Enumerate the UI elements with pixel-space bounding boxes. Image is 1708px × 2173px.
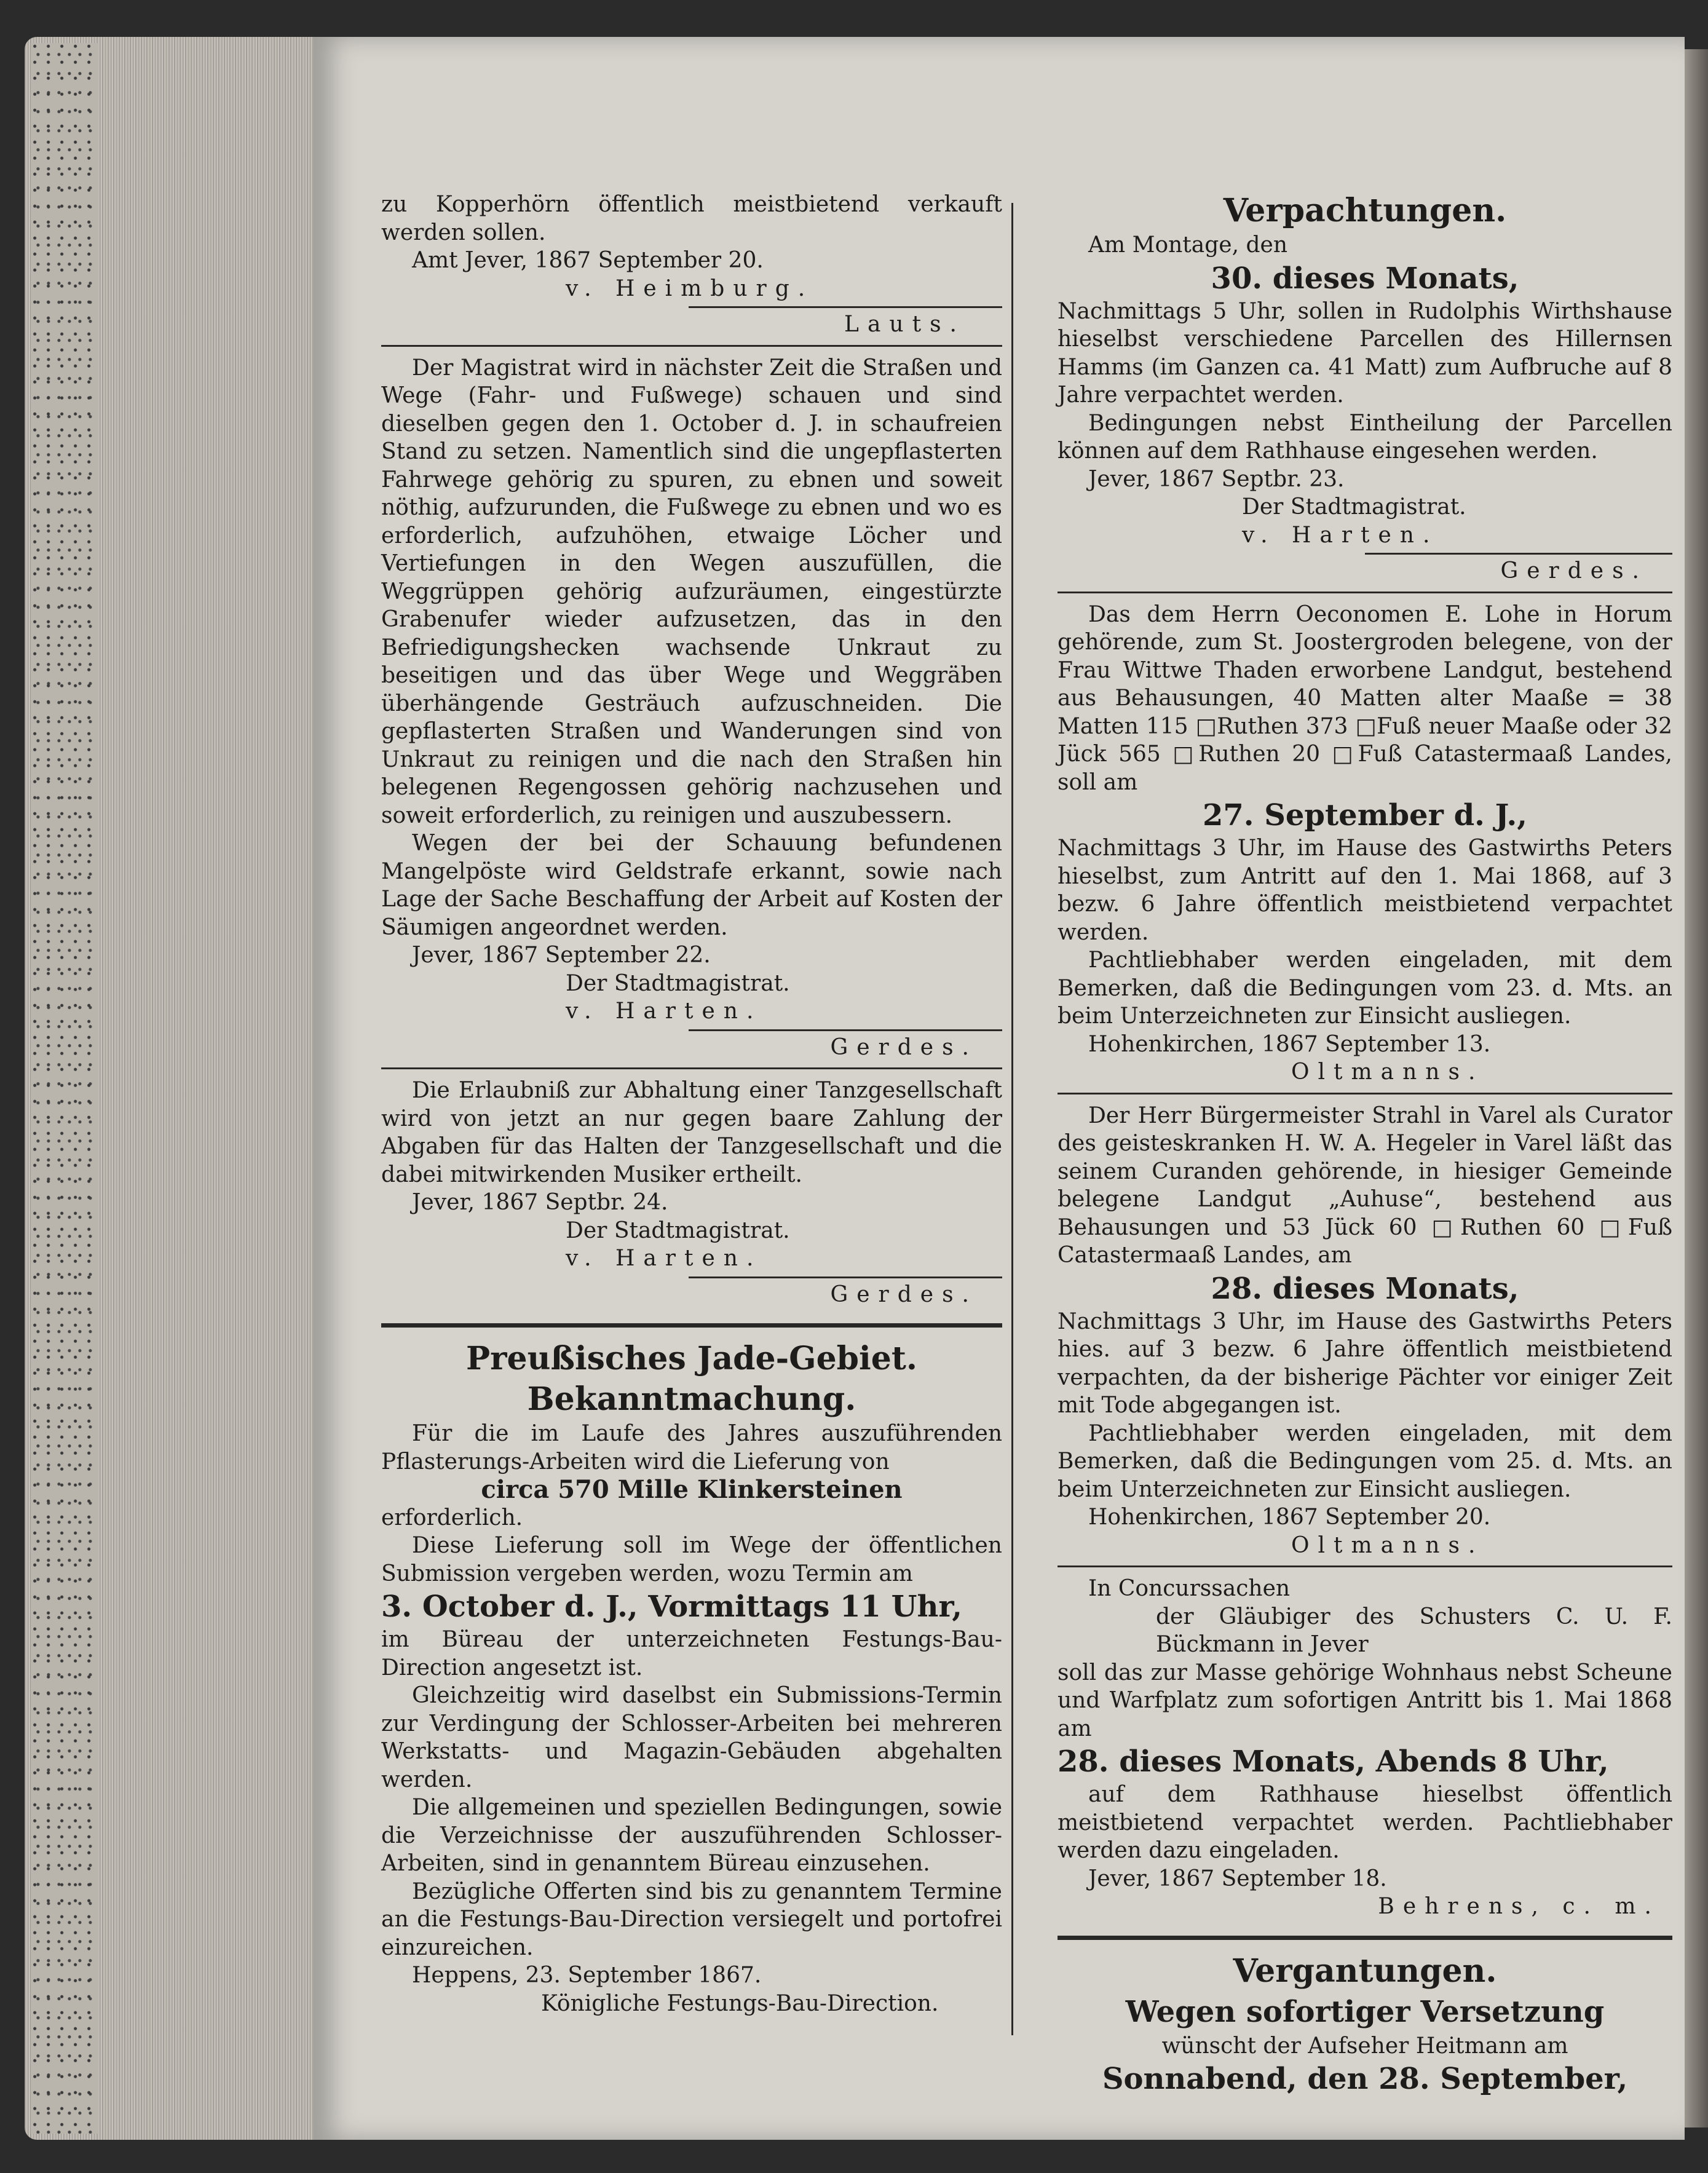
notice-paragraph: im Büreau der unterzeichneten Festungs-Bau-Direction angesetzt ist. xyxy=(381,1627,1002,1680)
notice-paragraph: Pachtliebhaber werden eingeladen, mit dem Bemerken, daß die Bedingungen vom 23. d. Mts. an beim Unterzeichneten zur Einsicht ausliegen. xyxy=(1058,948,1672,1029)
section-separator xyxy=(1058,1936,1672,1940)
notice-signature-2: Lauts. xyxy=(844,312,965,337)
notice-place-date: Jever, 1867 Septbr. 24. xyxy=(412,1190,668,1215)
column-divider xyxy=(1011,203,1013,2035)
notice-paragraph: Gleichzeitig wird daselbst ein Submissions-Termin zur Verdingung der Schlosser-Arbeiten bei mehreren Werkstatts- und Magazin-Gebäuden abgehalten werden. xyxy=(381,1683,1002,1792)
notice-date-highlight: 27. September d. J., xyxy=(1203,798,1527,833)
right-column xyxy=(1058,191,1672,2098)
notice-office: Der Stadtmagistrat. xyxy=(1242,494,1466,520)
notice-separator xyxy=(381,345,1002,347)
notice-date-highlight: 30. dieses Monats, xyxy=(1211,261,1519,296)
notice-paragraph: Die Erlaubniß zur Abhaltung einer Tanzgesellschaft wird von jetzt an nur gegen baare Zahlung der Abgaben für das Halten der Tanzgesellschaft und die dabei mitwirkenden Musiker ertheilt. xyxy=(381,1078,1002,1187)
notice-text: zu Kopperhörn öffentlich meistbietend verkauft werden sollen. xyxy=(381,192,1002,245)
notice-date-highlight: 3. October d. J., Vormittags 11 Uhr, xyxy=(381,1589,962,1624)
signature-rule xyxy=(689,1029,1002,1031)
notice-separator xyxy=(1058,592,1672,593)
notice-signature: Königliche Festungs-Bau-Direction. xyxy=(541,1990,939,2016)
notice-paragraph: Pachtliebhaber werden eingeladen, mit dem Bemerken, daß die Bedingungen vom 25. d. Mts. an beim Unterzeichneten zur Einsicht ausliegen. xyxy=(1058,1420,1672,1502)
notice-place-date: Heppens, 23. September 1867. xyxy=(412,1963,762,1988)
notice-place-date: Amt Jever, 1867 September 20. xyxy=(412,248,764,273)
notice-signature: Oltmanns. xyxy=(1291,1532,1484,1558)
notice-paragraph: Die allgemeinen und speziellen Bedingungen, sowie die Verzeichnisse der auszuführenden Schlosser-Arbeiten, sind in genanntem Büreau einzusehen. xyxy=(381,1795,1002,1876)
section-separator xyxy=(381,1323,1002,1328)
notice-paragraph: auf dem Rathhause hieselbst öffentlich meistbietend verpachtet werden. Pachtliebhaber werden dazu eingeladen. xyxy=(1058,1782,1672,1863)
notice-paragraph: Der Herr Bürgermeister Strahl in Varel als Curator des geisteskranken H. W. A. Hegeler in Varel läßt das seinem Curanden gehörende, in hiesiger Gemeinde belegene Landgut „Auhuse“, bestehend aus Behausungen und 53 Jück 60 □Ruthen 60 □Fuß Catastermaaß Landes, am xyxy=(1058,1102,1672,1268)
notice-place-date: Hohenkirchen, 1867 September 20. xyxy=(1088,1505,1491,1530)
notice-place-date: Jever, 1867 Septbr. 23. xyxy=(1088,466,1345,492)
notice-date-highlight: 28. dieses Monats, xyxy=(1211,1271,1519,1306)
left-column xyxy=(381,191,1002,2017)
section-heading: Verpachtungen. xyxy=(1223,192,1507,229)
notice-separator xyxy=(1058,1093,1672,1094)
notice-paragraph: Für die im Laufe des Jahres auszuführenden Pflasterungs-Arbeiten wird die Lieferung von xyxy=(381,1421,1002,1474)
notice-place-date: Hohenkirchen, 1867 September 13. xyxy=(1088,1031,1491,1057)
notice-paragraph: erforderlich. xyxy=(381,1505,523,1530)
notice-signature: v. Harten. xyxy=(566,1246,762,1271)
section-heading: Vergantungen. xyxy=(1233,1952,1497,1990)
next-page-edge xyxy=(1685,49,1708,2127)
notice-paragraph: Diese Lieferung soll im Wege der öffentlichen Submission vergeben werden, wozu Termin am xyxy=(381,1533,1002,1586)
notice-signature: Oltmanns. xyxy=(1291,1059,1484,1085)
notice-paragraph: soll das zur Masse gehörige Wohnhaus nebst Scheune und Warfplatz zum sofortigen Antritt bis 1. Mai 1868 am xyxy=(1058,1660,1672,1741)
notice-office: Der Stadtmagistrat. xyxy=(566,1217,790,1243)
notice-signature: v. Harten. xyxy=(1242,522,1439,548)
signature-rule xyxy=(689,306,1002,308)
notice-separator xyxy=(1058,1565,1672,1567)
newspaper-page xyxy=(314,37,1685,2140)
notice-place-date: Jever, 1867 September 18. xyxy=(1088,1866,1387,1891)
notice-paragraph: Nachmittags 3 Uhr, im Hause des Gastwirths Peters hieselbst, zum Antritt auf den 1. Mai 1868, auf 3 bezw. 6 Jahre öffentlich meistbietend verpachtet werden. xyxy=(1058,836,1672,945)
section-subheading: Bekanntmachung. xyxy=(527,1380,856,1418)
notice-intro: In Concurssachen xyxy=(1088,1576,1291,1601)
notice-signature-2: Gerdes. xyxy=(830,1281,978,1307)
notice-office: Der Stadtmagistrat. xyxy=(566,970,790,996)
section-subheading: Wegen sofortiger Versetzung xyxy=(1125,1994,1605,2029)
notice-signature-2: Gerdes. xyxy=(1500,558,1648,584)
signature-rule xyxy=(689,1276,1002,1278)
notice-signature: Behrens, c. m. xyxy=(1378,1894,1660,1919)
notice-paragraph: Das dem Herrn Oeconomen E. Lohe in Horum gehörende, zum St. Joostergroden belegene, von der Frau Wittwe Thaden erworbene Landgut, bestehend aus Behausungen, 40 Matten alter Maaße = 38 Matten 115 □Ruthen 373 □Fuß neuer Maaße oder 32 Jück 565 □Ruthen 20 □Fuß Catastermaaß Landes, soll am xyxy=(1058,601,1672,795)
notice-date-highlight: Sonnabend, den 28. September, xyxy=(1102,2062,1628,2096)
book-cover-edge xyxy=(31,43,98,2134)
notice-intro: der Gläubiger des Schusters C. U. F. Bückmann in Jever xyxy=(1156,1604,1672,1657)
notice-paragraph: Bedingungen nebst Eintheilung der Parcellen können auf dem Rathhause eingesehen werden. xyxy=(1058,410,1672,464)
notice-signature: v. Heimburg. xyxy=(566,275,814,301)
notice-signature: v. Harten. xyxy=(566,999,762,1024)
notice-place-date: Jever, 1867 September 22. xyxy=(412,943,711,968)
notice-paragraph: Bezügliche Offerten sind bis zu genanntem Termine an die Festungs-Bau-Direction versiegelt und portofrei einzureichen. xyxy=(381,1878,1002,1960)
notice-paragraph: Nachmittags 5 Uhr, sollen in Rudolphis Wirthshause hieselbst verschiedene Parcellen des Hillernsen Hamms (im Ganzen ca. 41 Matt) zum Aufbruche auf 8 Jahre verpachtet werden. xyxy=(1058,298,1672,408)
notice-paragraph: Nachmittags 3 Uhr, im Hause des Gastwirths Peters hies. auf 3 bezw. 6 Jahre öffentlich meistbietend verpachten, da der bisherige Pächter vor einiger Zeit mit Tode abgegangen ist. xyxy=(1058,1308,1672,1418)
notice-paragraph: Wegen der bei der Schauung befundenen Mangelpöste wird Geldstrafe erkannt, sowie nach Lage der Sache Beschaffung der Arbeit auf Kosten der Säumigen angeordnet werden. xyxy=(381,831,1002,940)
signature-rule xyxy=(1365,553,1672,555)
section-heading: Preußisches Jade-Gebiet. xyxy=(466,1340,917,1377)
notice-paragraph: Der Magistrat wird in nächster Zeit die Straßen und Wege (Fahr- und Fußwege) schauen und sind dieselben gegen den 1. October d. J. in schaufreien Stand zu setzen. Namentlich sind die ungepflasterten Fahrwege gehörig zu spuren, zu ebnen und soweit nöthig, aufzurunden, die Fußwege zu ebnen und wo es erforderlich, aufzuhöhen, etwaige Löcher und Vertiefungen in den Wegen auszufüllen, die Weggrüppen gehörig aufzuräumen, eingestürzte Grabenufer wieder aufzusetzen, das in den Befriedigungshecken wachsende Unkraut zu beseitigen und das über Wege und Weggräben überhängende Gesträuch aufzuschneiden. Die gepflasterten Straßen und Wanderungen sind von Unkraut zu reinigen und die nach den Straßen hin belegenen Regengossen gehörig nachzusehen und soweit erforderlich, zu reinigen und auszubessern. xyxy=(381,355,1002,828)
notice-date-highlight: 28. dieses Monats, Abends 8 Uhr, xyxy=(1058,1744,1609,1779)
notice-highlight: circa 570 Mille Klinkersteinen xyxy=(481,1475,903,1504)
notice-paragraph: wünscht der Aufseher Heitmann am xyxy=(1161,2033,1568,2059)
notice-intro: Am Montage, den xyxy=(1088,232,1287,258)
notice-separator xyxy=(381,1067,1002,1069)
notice-signature-2: Gerdes. xyxy=(830,1034,978,1060)
